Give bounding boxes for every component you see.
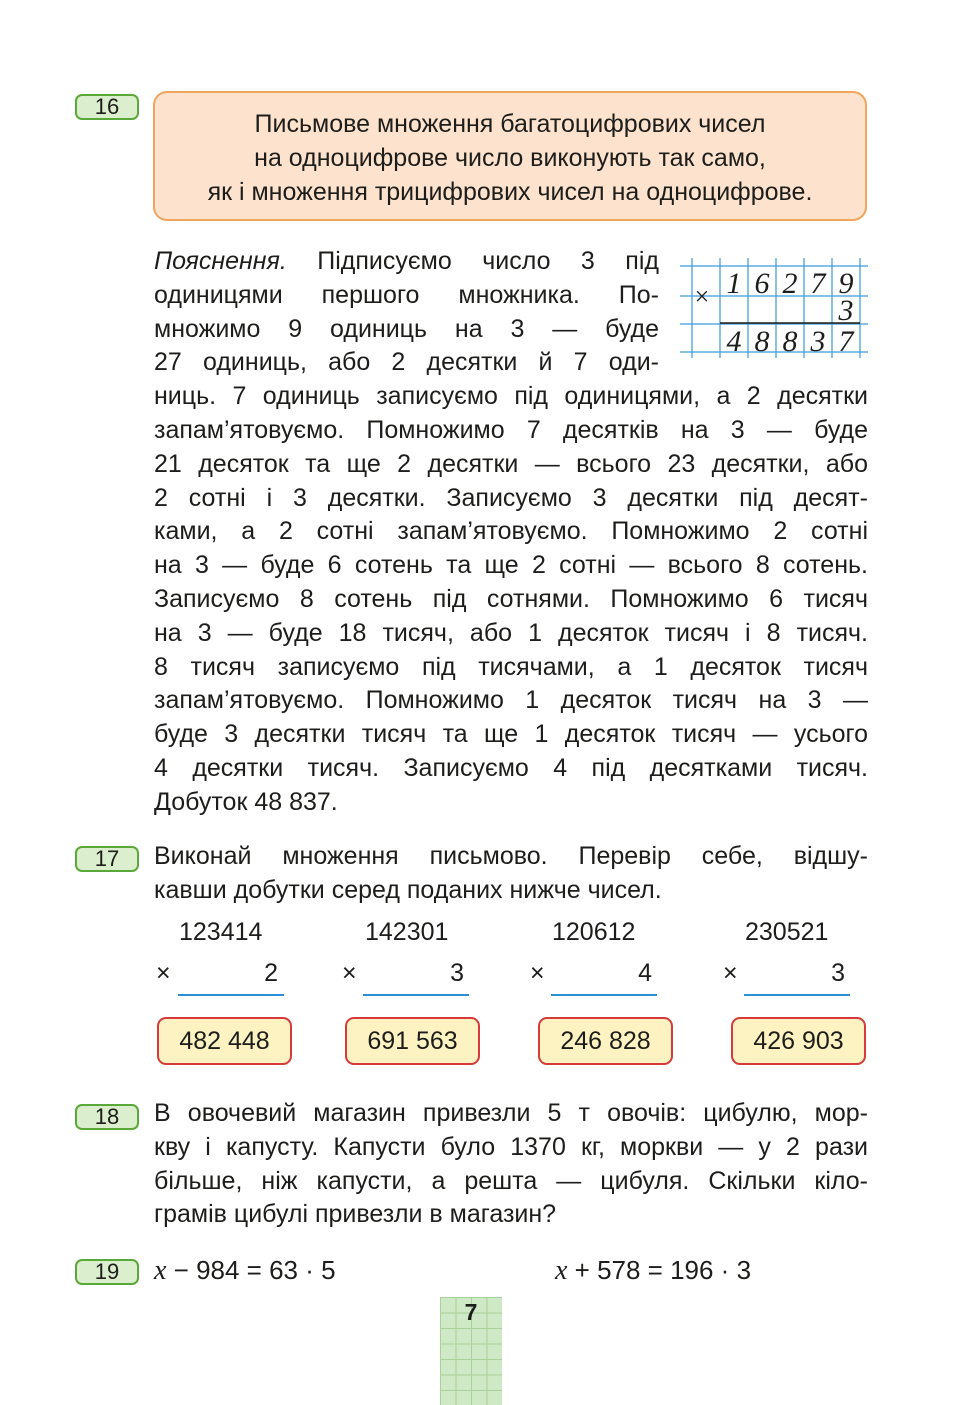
rule-line: Письмове множення багатоцифрових чисел (254, 110, 766, 138)
page-number: 7 (464, 1299, 478, 1325)
answer-line[interactable] (363, 994, 469, 996)
explanation-line: 2 сотні і 3 десятки. Записуємо 3 десятки під десят- (154, 483, 868, 512)
problem-multiplier: 2 (264, 959, 278, 987)
explanation-line: множимо 9 одиниць на 3 — буде (154, 314, 659, 343)
product-digit: 7 (838, 325, 854, 358)
problem-multiplicand: 142301 (365, 918, 449, 946)
answer-line[interactable] (744, 994, 850, 996)
problem-multiplier: 3 (450, 959, 464, 987)
problem-multiplicand: 123414 (179, 918, 263, 946)
problem-multiplicand: 120612 (552, 918, 636, 946)
product-digit: 3 (810, 325, 826, 358)
explanation-line: 21 десяток та ще 2 десятки — всього 23 десятки, або (154, 449, 868, 478)
answer-line[interactable] (178, 994, 284, 996)
task-18-number-badge: 18 (75, 1104, 139, 1130)
explanation-line: ниць. 7 одиниць записуємо під одиницями, а 2 десятки (154, 382, 868, 411)
explanation-line: буде 3 десятки тисяч та ще 1 десяток тисяч — усього (154, 720, 868, 749)
task-18-text (154, 1097, 868, 1232)
times-sign: × (530, 959, 545, 987)
equation-2 (555, 1255, 751, 1287)
multiplicand-digit: 7 (810, 267, 826, 300)
product-digit: 4 (726, 325, 742, 358)
rule-box (153, 91, 867, 221)
rule-line: на одноцифрове число виконують так само, (254, 144, 766, 172)
task-19-number-badge: 19 (75, 1259, 139, 1285)
explanation-line: ками, а 2 сотні запам’ятовуємо. Помножимо 2 сотні (154, 517, 868, 546)
explanation-line: запам’ятовуємо. Помножимо 7 десятків на 3 — буде (154, 415, 868, 444)
task-text-line: В овочевий магазин привезли 5 т овочів: цибулю, мор- (154, 1099, 868, 1127)
explanation-line: одиницями першого множника. По- (154, 280, 659, 309)
task-17-number-badge: 17 (75, 846, 139, 872)
explanation-line: на 3 — буде 18 тисяч, або 1 десяток тисяч і 8 тисяч. (154, 618, 868, 647)
problem-multiplicand: 230521 (745, 918, 829, 946)
explanation-line (154, 245, 659, 279)
explanation-line: 4 десятки тисяч. Записуємо 4 під десятками тисяч. (154, 753, 868, 782)
task-text-line: кавши добутки серед поданих нижче чисел. (154, 875, 662, 904)
explanation-label: Пояснення. (154, 247, 287, 275)
product-digit: 8 (782, 325, 798, 358)
task-text-line: кву і капусту. Капусти було 1370 кг, моркви — у 2 рази (154, 1132, 868, 1161)
times-sign: × (723, 959, 738, 987)
multiplier-digit: 3 (838, 294, 854, 327)
times-sign: × (342, 959, 357, 987)
explanation-line: Записуємо 8 сотень під сотнями. Помножимо 6 тисяч (154, 584, 868, 613)
answer-option: 482 448 (157, 1017, 292, 1065)
column-multiplication-grid (680, 258, 870, 362)
explanation-line: на 3 — буде 6 сотень та ще 2 сотні — всього 8 сотень. (154, 551, 868, 580)
times-sign: × (694, 282, 710, 311)
task-text-line: грамів цибулі привезли в магазин? (154, 1200, 557, 1229)
multiplicand-digit: 6 (754, 267, 770, 300)
problem-multiplier: 4 (638, 959, 652, 987)
equation-expression: + 578 = 196 · 3 (567, 1255, 752, 1285)
explanation-text: Підписуємо число 3 під (317, 247, 659, 275)
explanation-line: Добуток 48 837. (154, 787, 338, 816)
multiplicand-digit: 1 (726, 267, 742, 300)
multiplicand-digit: 2 (782, 267, 798, 300)
answer-option: 426 903 (731, 1017, 866, 1065)
explanation-line: 27 одиниць, або 2 десятки й 7 оди- (154, 348, 659, 377)
task-text-line: Виконай множення письмово. Перевір себе, відшу- (154, 842, 868, 870)
rule-line: як і множення трицифрових чисел на одноцифрове. (207, 178, 813, 206)
answer-option: 246 828 (538, 1017, 673, 1065)
multiplicand-digit: 9 (838, 267, 854, 300)
explanation-line: запам’ятовуємо. Помножимо 1 десяток тисяч на 3 — (154, 686, 868, 715)
task-text-line: більше, ніж капусти, а решта — цибуля. Скільки кіло- (154, 1166, 868, 1195)
equation-variable: x (555, 1255, 568, 1286)
equation-variable: x (154, 1255, 167, 1286)
task-16-number-badge: 16 (75, 94, 139, 120)
task-17-text (154, 840, 868, 908)
answer-option: 691 563 (345, 1017, 480, 1065)
equation-expression: − 984 = 63 · 5 (166, 1255, 336, 1285)
problem-multiplier: 3 (831, 959, 845, 987)
explanation-line: 8 тисяч записуємо під тисячами, а 1 десяток тисяч (154, 652, 868, 681)
answer-line[interactable] (551, 994, 657, 996)
times-sign: × (156, 959, 171, 987)
equation-1 (154, 1255, 336, 1287)
product-digit: 8 (754, 325, 770, 358)
